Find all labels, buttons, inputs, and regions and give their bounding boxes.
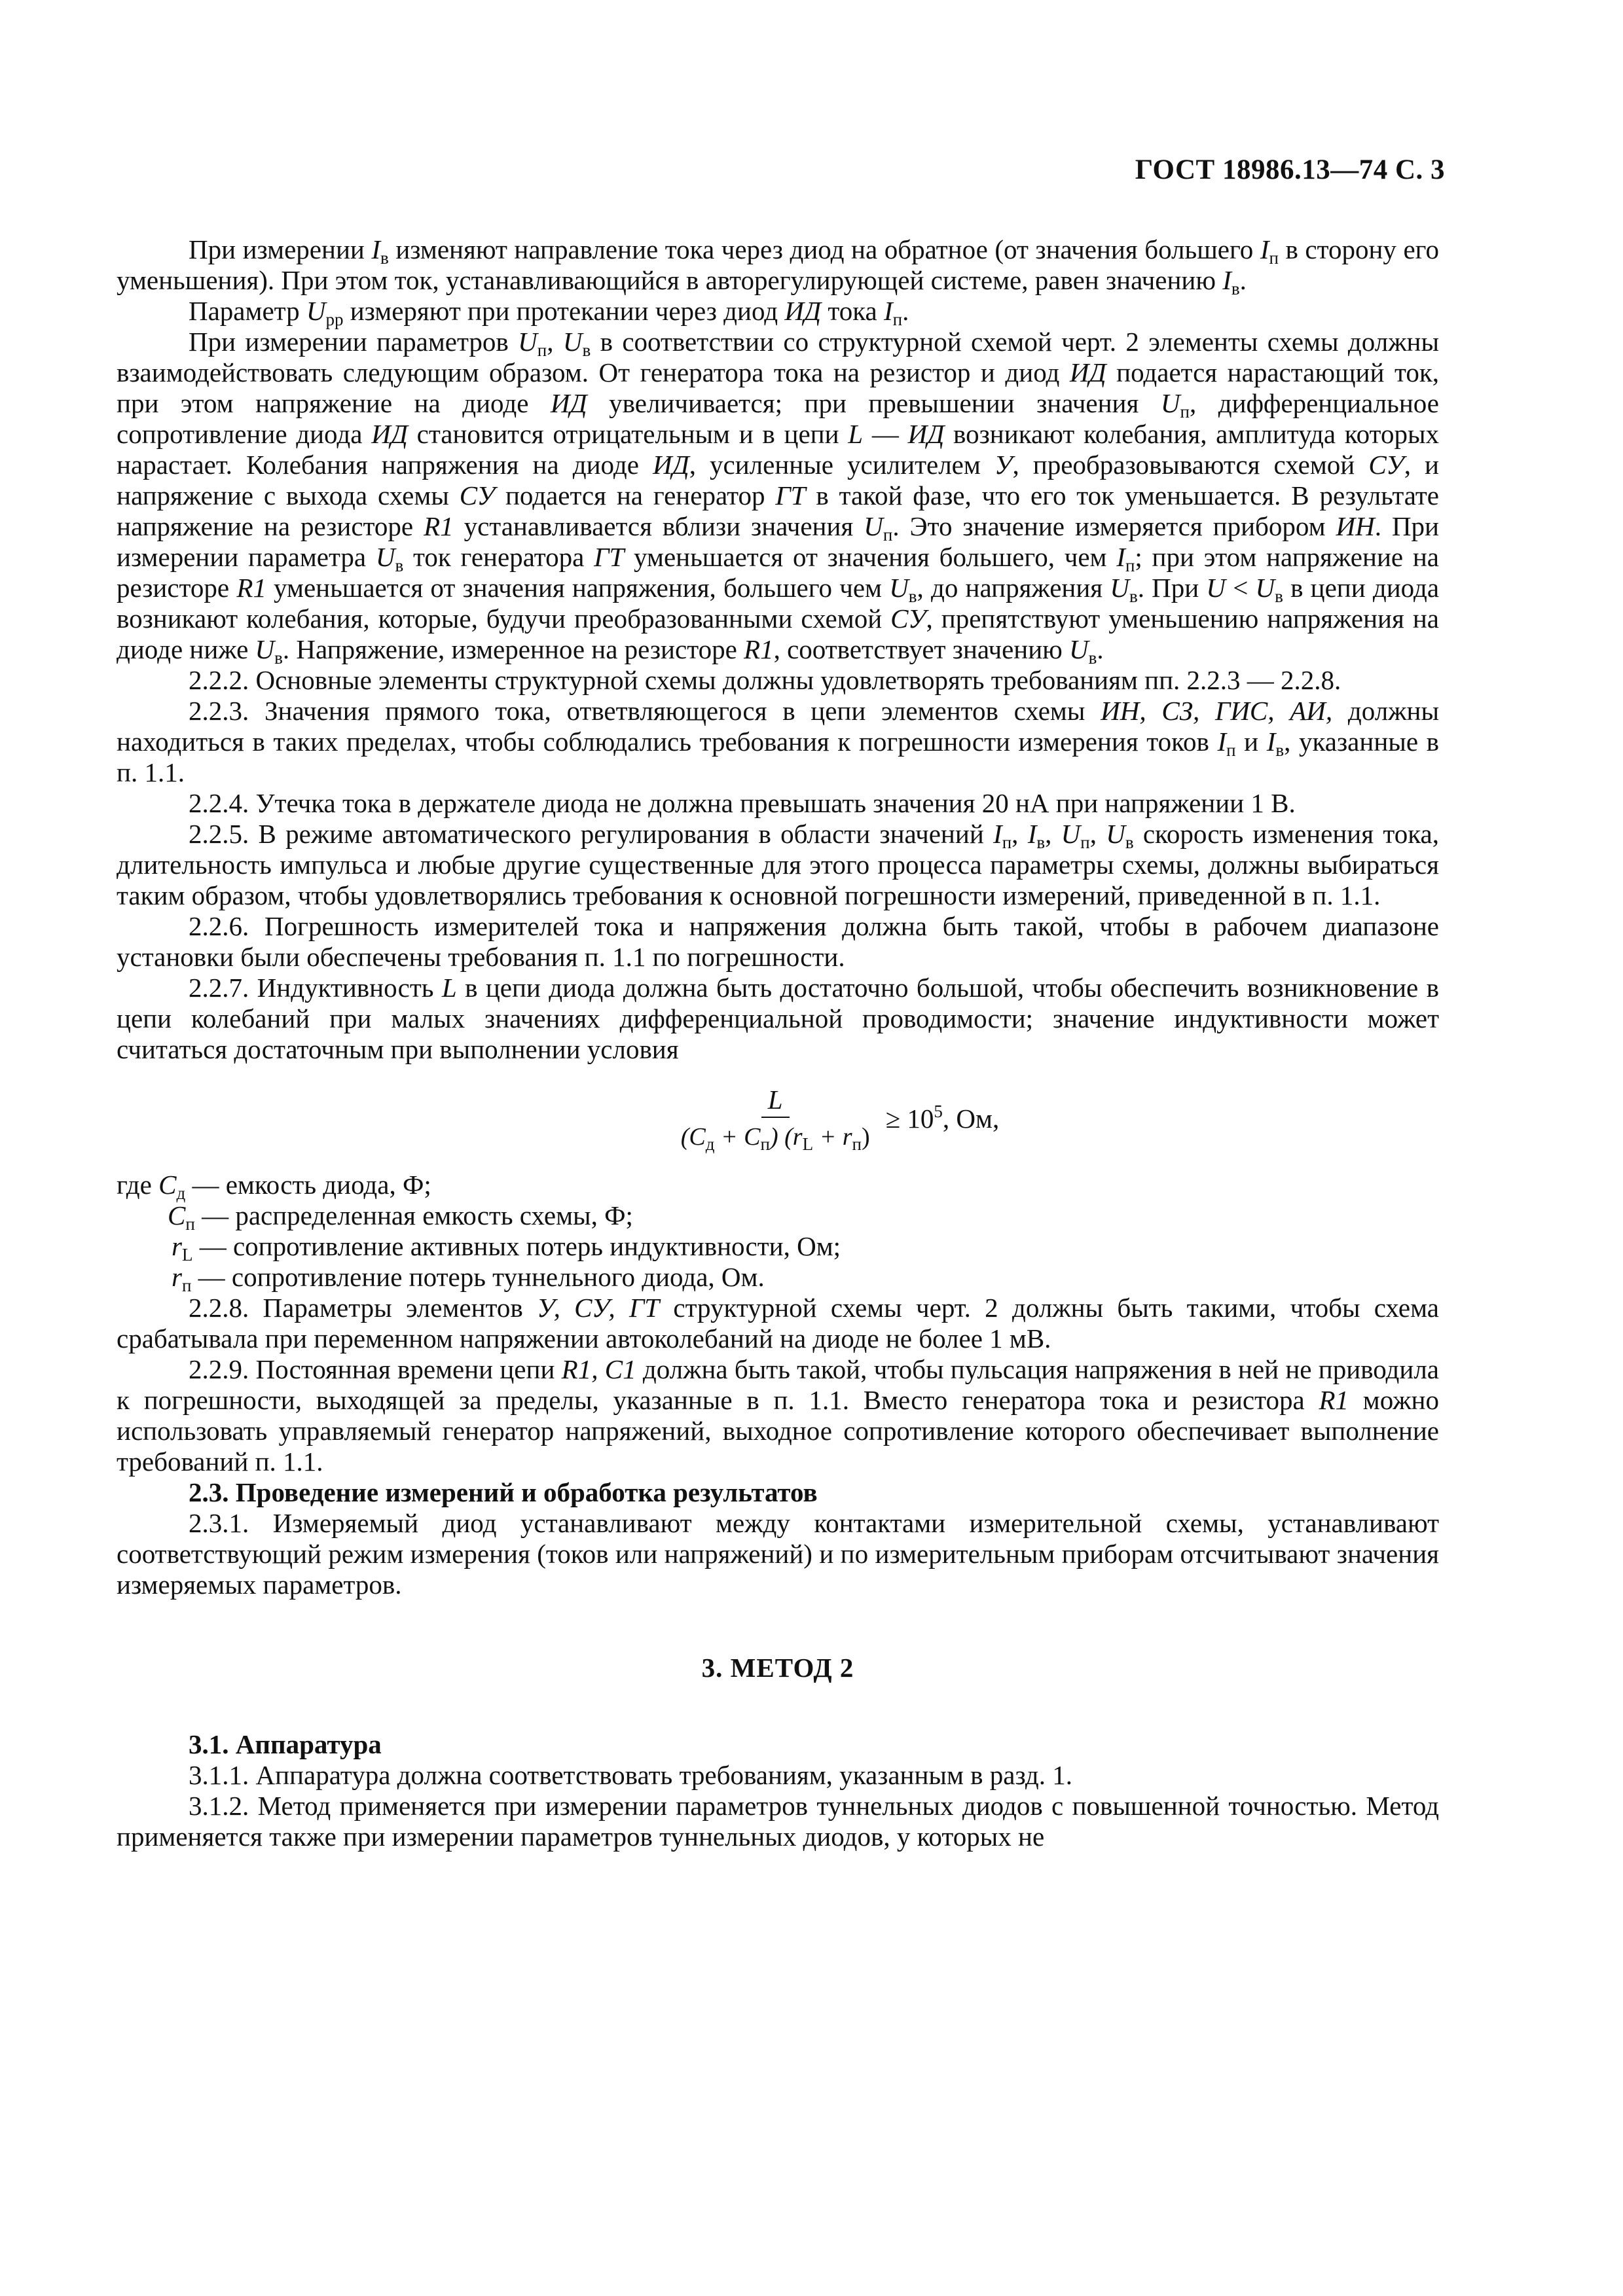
paragraph-iv-measurement: При измерении $I_в$ изменяют направление тока через диод на обратное (от значения большего $I_п$ в сторону его уменьшения). При этом ток, устанавливающийся в авторегулирующей системе, равен значению $I_в$.	[117, 234, 1439, 298]
paragraph-2-2-2: 2.2.2. Основные элементы структурной схемы должны удовлетворять требованиям пп. 2.2.3 — 2.2.8.	[189, 665, 1341, 695]
paragraph-upp-measurement: Параметр $U_{рр}$ измеряют при протекании через диод ИД тока $I_п$.	[189, 296, 909, 329]
symbol-definition-row: $r_L$ — сопротивление активных потерь индуктивности, Ом;	[172, 1231, 841, 1265]
page-body	[117, 234, 1439, 1852]
paragraph-2-2-5: 2.2.5. В режиме автоматического регулирования в области значений $I_п$, $I_в$, $U_п$, $U_в$ скорость изменения тока, длительность импульса и любые другие существенные для этого процесса параметры схемы, должны выбираться таким образом, чтобы удовлетворялись требования к основной погрешности измерений, приведенной в п. 1.1.	[117, 819, 1439, 910]
paragraph-2-2-7: 2.2.7. Индуктивность L в цепи диода должна быть достаточно большой, чтобы обеспечить возникновение в цепи колебаний при малых значениях дифференциальной проводимости; значение индуктивности может считаться достаточным при выполнении условия	[117, 973, 1439, 1064]
inductance-condition-formula	[234, 1079, 1439, 1158]
subsection-heading-3-1: 3.1. Аппаратура	[189, 1729, 382, 1759]
paragraph-2-2-3: 2.2.3. Значения прямого тока, ответвляющегося в цепи элементов схемы ИН, СЗ, ГИС, АИ, должны находиться в таких пределах, чтобы соблюдались требования к погрешности измерения токов $I_п$ и $I_в$, указанные в п. 1.1.	[117, 696, 1439, 787]
paragraph-2-2-6: 2.2.6. Погрешность измерителей тока и напряжения должна быть такой, чтобы в рабочем диапазоне установки были обеспечены требования п. 1.1 по погрешности.	[117, 911, 1439, 972]
paragraph-2-3-1: 2.3.1. Измеряемый диод устанавливают между контактами измерительной схемы, устанавливают соответствующий режим измерения (токов или напряжений) и по измерительным приборам отсчитывают значения измеряемых параметров.	[117, 1508, 1439, 1600]
paragraph-2-2-8: 2.2.8. Параметры элементов У, СУ, ГТ структурной схемы черт. 2 должны быть такими, чтобы схема срабатывала при переменном напряжении автоколебаний на диоде не более 1 мВ.	[117, 1293, 1439, 1354]
symbol-definitions	[117, 1170, 1439, 1293]
symbol-definition-row: $C_п$ — распределенная емкость схемы, Ф;	[168, 1200, 633, 1234]
formula-fraction	[674, 1085, 877, 1153]
formula-rhs: ≥ $10^5$, Ом,	[885, 1101, 1000, 1134]
section-title-method-2: 3. МЕТОД 2	[701, 1653, 854, 1683]
paragraph-3-1-2: 3.1.2. Метод применяется при измерении параметров туннельных диодов с повышенной точностью. Метод применяется также при измерении параметров туннельных диодов, у которых не	[117, 1791, 1439, 1852]
paragraph-2-2-4: 2.2.4. Утечка тока в держателе диода не должна превышать значения 20 нА при напряжении 1 В.	[189, 788, 1296, 818]
symbol-definition-row: $r_п$ — сопротивление потерь туннельного диода, Ом.	[172, 1262, 765, 1295]
paragraph-2-2-9: 2.2.9. Постоянная времени цепи R1, C1 должна быть такой, чтобы пульсация напряжения в ней не приводила к погрешности, выходящей за пределы, указанные в п. 1.1. Вместо генератора тока и резистора R1 можно использовать управляемый генератор напряжений, выходное сопротивление которого обеспечивает выполнение требований п. 1.1.	[117, 1354, 1439, 1477]
formula-denominator: $(C_д + C_п) (r_L + r_п)$	[680, 1123, 870, 1154]
symbol-definition-row: где $C_д$ — емкость диода, Ф;	[117, 1170, 431, 1203]
formula-numerator: L	[761, 1085, 790, 1118]
subsection-heading-2-3: 2.3. Проведение измерений и обработка результатов	[189, 1477, 818, 1507]
paragraph-up-uv-measurement: При измерении параметров $U_п$, $U_в$ в соответствии со структурной схемой черт. 2 элементы схемы должны взаимодействовать следующим образом. От генератора тока на резистор и диод ИД подается нарастающий ток, при этом напряжение на диоде ИД увеличивается; при превышении значения $U_п$, дифференциальное сопротивление диода ИД становится отрицательным и в цепи L — ИД возникают колебания, амплитуда которых нарастает. Колебания напряжения на диоде ИД, усиленные усилителем У, преобразовываются схемой СУ, и напряжение с выхода схемы СУ подается на генератор ГТ в такой фазе, что его ток уменьшается. В результате напряжение на резисторе R1 устанавливается вблизи значения $U_п$. Это значение измеряется прибором ИН. При измерении параметра $U_в$ ток генератора ГТ уменьшается от значения большего, чем $I_п$; при этом напряжение на резисторе R1 уменьшается от значения напряжения, большего чем $U_в$, до напряжения $U_в$. При $U < U_в$ в цепи диода возникают колебания, которые, будучи преобразованными схемой СУ, препятствуют уменьшению напряжения на диоде ниже $U_в$. Напряжение, измеренное на резисторе R1, соответствует значению $U_в$.	[117, 327, 1440, 668]
paragraph-3-1-1: 3.1.1. Аппаратура должна соответствовать требованиям, указанным в разд. 1.	[189, 1760, 1073, 1790]
page-header: ГОСТ 18986.13—74 С. 3	[1135, 154, 1445, 185]
